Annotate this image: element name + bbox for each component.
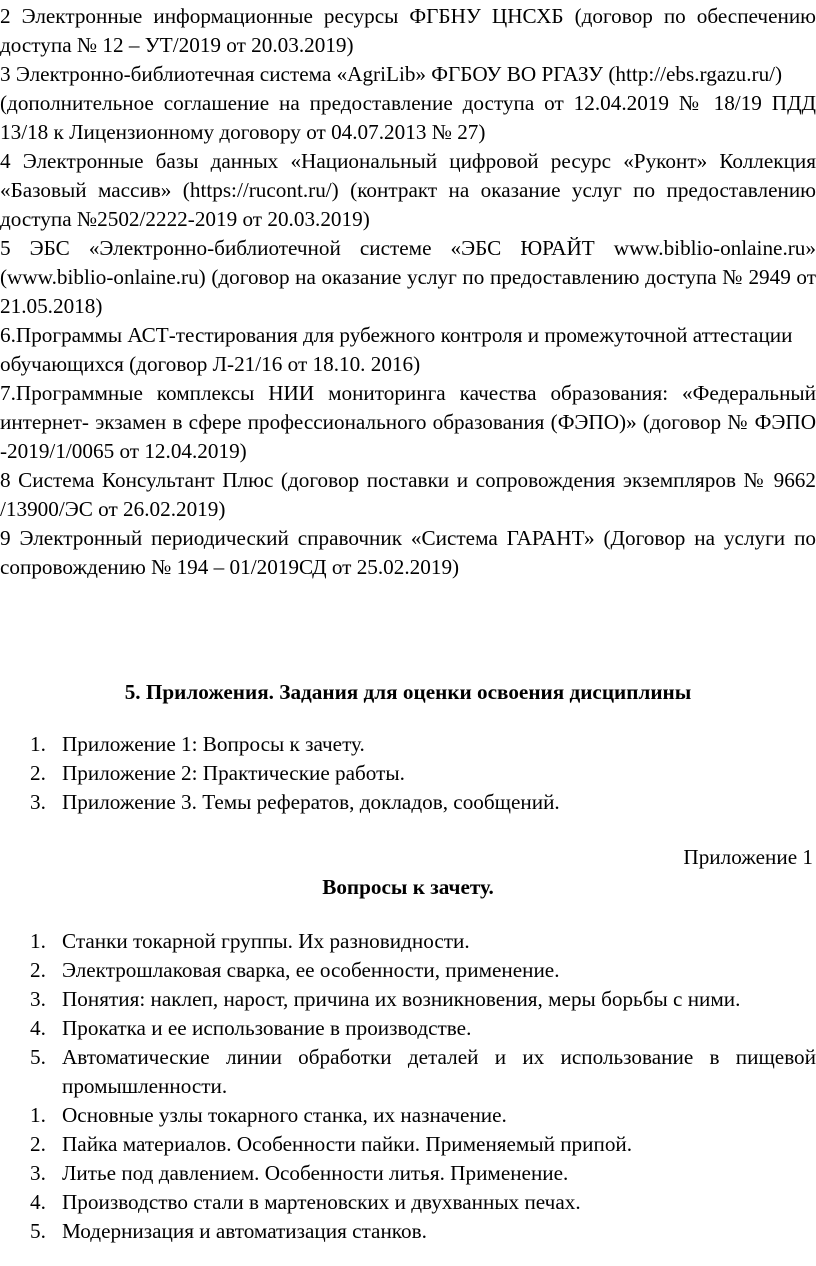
list-number: 2. [30,1132,46,1156]
list-number: 1. [30,1103,46,1127]
resource-item-9: 9 Электронный периодический справочник «Система ГАРАНТ» (Договор на услуги по сопровождению № 194 – 01/2019СД от 25.02.2019) [0,526,816,579]
list-text: Приложение 1: Вопросы к зачету. [62,732,365,756]
resource-item-6: 6.Программы АСТ-тестирования для рубежного контроля и промежуточной аттестации [0,323,793,347]
list-item [0,985,816,1014]
list-text: Производство стали в мартеновских и двухванных печах. [62,1190,581,1214]
section-title: 5. Приложения. Задания для оценки освоения дисциплины [124,680,692,704]
list-item [0,1159,816,1188]
list-text: Электрошлаковая сварка, ее особенности, применение. [62,958,560,982]
list-number: 1. [30,929,46,953]
list-number: 3. [30,1161,46,1185]
resource-item-8: 8 Система Консультант Плюс (договор поставки и сопровождения экземпляров № 9662 /13900/ЭС от 26.02.2019) [0,468,816,521]
list-item [0,1217,816,1246]
appendices-list [0,730,816,817]
resource-item-5: 5 ЭБС «Электронно-библиотечной системе «ЭБС ЮРАЙТ www.biblio-onlaine.ru» (www.biblio-onlaine.ru) (договор на оказание услуг по предоставлению доступа № 2949 от 21.05.2018) [0,236,816,318]
resource-item-3-note: (дополнительное соглашение на предоставление доступа от 12.04.2019 № 18/19 ПДД 13/18 к Лицензионному договору от 04.07.2013 № 27) [0,91,816,144]
list-number: 4. [30,1016,46,1040]
list-number: 2. [30,958,46,982]
list-item [0,759,816,788]
list-text: Приложение 3. Темы рефератов, докладов, сообщений. [62,790,560,814]
list-text: Автоматические линии обработки деталей и их использование в пищевой промышленности. [62,1045,816,1098]
list-text: Пайка материалов. Особенности пайки. Применяемый припой. [62,1132,633,1156]
list-number: 5. [30,1045,46,1069]
list-item [0,1130,816,1159]
list-text: Прокатка и ее использование в производстве. [62,1016,472,1040]
list-text: Модернизация и автоматизация станков. [62,1219,427,1243]
list-text: Станки токарной группы. Их разновидности. [62,929,470,953]
list-number: 3. [30,790,46,814]
list-item [0,1101,816,1130]
resource-item-4: 4 Электронные базы данных «Национальный цифровой ресурс «Руконт» Коллекция «Базовый массив» (https://rucont.ru/) (контракт на оказание услуг по предоставлению доступа №2502/2222-2019 от 20.03.2019) [0,149,816,231]
list-item [0,788,816,817]
list-text: Основные узлы токарного станка, их назначение. [62,1103,507,1127]
resource-item-3: 3 Электронно-библиотечная система «AgriLib» ФГБОУ ВО РГАЗУ (http://ebs.rgazu.ru/) [0,62,783,86]
list-number: 1. [30,732,46,756]
list-number: 2. [30,761,46,785]
list-number: 3. [30,987,46,1011]
questions-title: Вопросы к зачету. [322,875,494,899]
list-item [0,1014,816,1043]
list-number: 5. [30,1219,46,1243]
resource-item-2: 2 Электронные информационные ресурсы ФГБНУ ЦНСХБ (договор по обеспечению доступа № 12 – УТ/2019 от 20.03.2019) [0,4,816,57]
list-text: Литье под давлением. Особенности литья. Применение. [62,1161,569,1185]
list-text: Приложение 2: Практические работы. [62,761,405,785]
list-item [0,1043,816,1101]
resource-item-6-cont: обучающихся (договор Л-21/16 от 18.10. 2016) [0,352,421,376]
list-item [0,730,816,759]
electronic-resources-list [0,2,816,582]
list-text: Понятия: наклеп, нарост, причина их возникновения, меры борьбы с ними. [62,987,741,1011]
list-item [0,1188,816,1217]
list-number: 4. [30,1190,46,1214]
questions-list [0,927,816,1246]
appendix-label: Приложение 1 [683,845,813,869]
resource-item-7: 7.Программные комплексы НИИ мониторинга качества образования: «Федеральный интернет- экзамен в сфере профессионального образования (ФЭПО)» (договор № ФЭПО -2019/1/0065 от 12.04.2019) [0,381,816,463]
list-item [0,956,816,985]
list-item [0,927,816,956]
